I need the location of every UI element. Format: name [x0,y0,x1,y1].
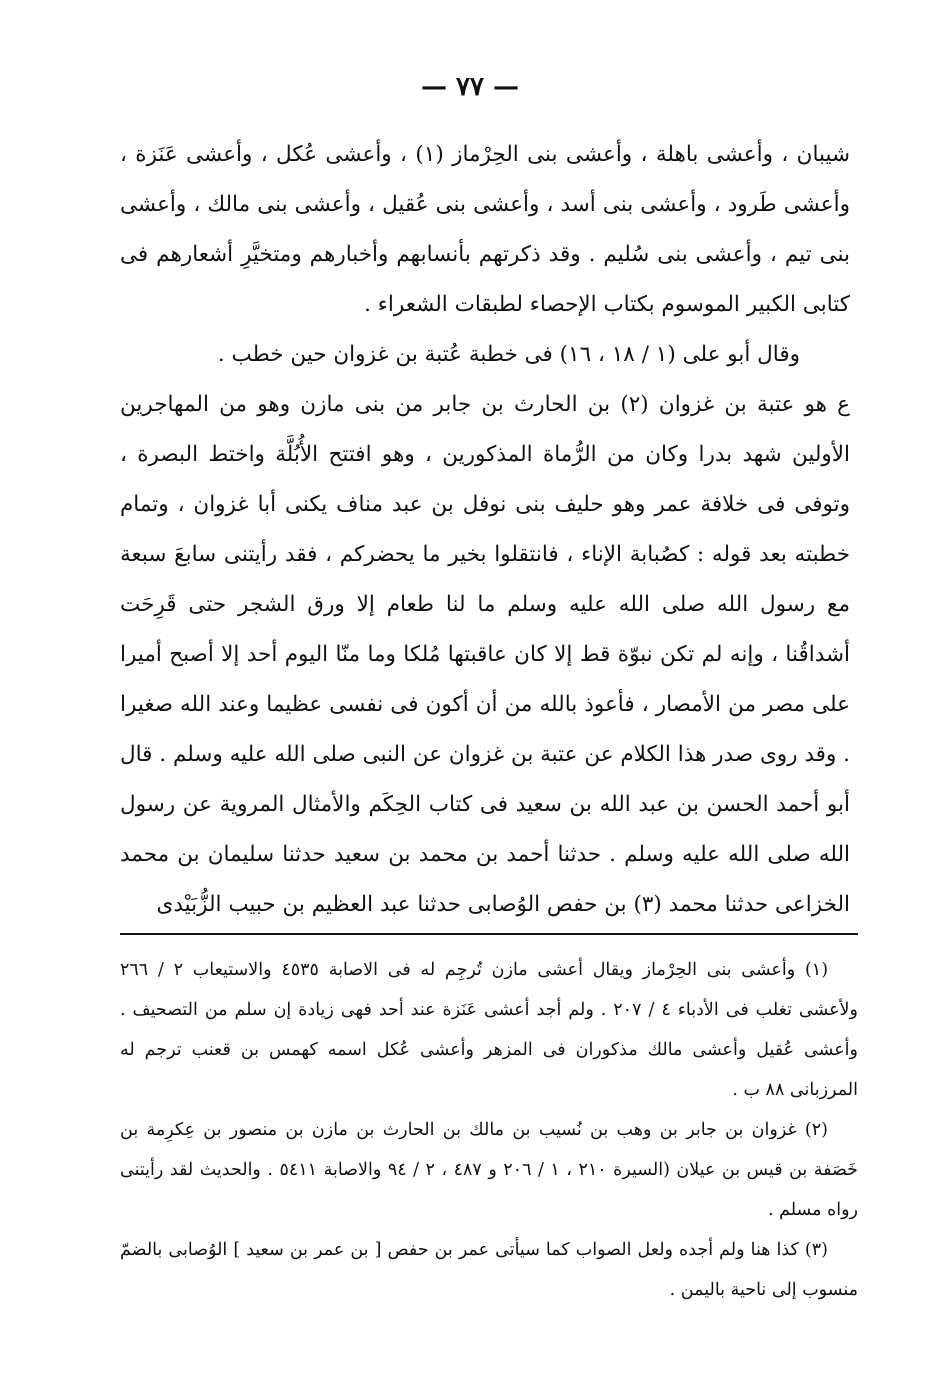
footnote-3: (٣) كذا هنا ولم أجده ولعل الصواب كما سيأتى عمر بن حفص [ بن عمر بن سعيد ] الوُصابى بالضمّ منسوب إلى ناحية باليمن . [120,1240,858,1300]
page-number: — ٧٧ — [420,72,520,102]
paragraph-utba: ع هو عتبة بن غزوان (٢) بن الحارث بن جابر من بنى مازن وهو من المهاجرين الأولين شهد بدرا وكان من الرُّماة المذكورين ، وهو افتتح الأُبُلَّة واختط البصرة ، وتوفى فى خلافة عمر وهو حليف بنى نوفل بن عبد مناف يكنى أبا غزوان ، وتمام خطبته بعد قوله : كصُبابة الإناء ، فانتقلوا بخير ما يحضركم ، فقد رأيتنى سابعَ سبعة مع رسول الله صلى الله عليه وسلم ما لنا طعام إلا ورق الشجر حتى قَرِحَت أشداقُنا ، وإنه لم تكن نبوّة قط إلا كان عاقبتها مُلكا وما منّا اليوم أحد إلا أصبح أميرا على مصر من الأمصار ، فأعوذ بالله من أن أكون فى نفسى عظيما وعند الله صغيرا . وقد روى صدر هذا الكلام عن عتبة بن غزوان عن النبى صلى الله عليه وسلم . قال أبو أحمد الحسن بن عبد الله بن سعيد فى كتاب الحِكَم والأمثال المروية عن رسول الله صلى الله عليه وسلم . حدثنا أحمد بن محمد بن سعيد حدثنا سليمان بن محمد الخزاعى حدثنا محمد (٣) بن حفص الوُصابى حدثنا عبد العظيم بن حبيب الزُّبَيْدى [120,392,851,917]
footnote-divider [120,933,858,935]
paragraph-poets-list: شيبان ، وأعشى باهلة ، وأعشى بنى الحِرْماز (١) ، وأعشى عُكل ، وأعشى عَنَزة ، وأعشى طَرود ، وأعشى بنى أسد ، وأعشى بنى عُقيل ، وأعشى بنى مالك ، وأعشى بنى تيم ، وأعشى بنى سُليم . وقد ذكرتهم بأنسابهم وأخبارهم ومتخيَّرِ أشعارهم فى كتابى الكبير الموسوم بكتاب الإحصاء لطبقات الشعراء . [120,142,851,317]
footnotes [120,950,858,1310]
footnote-2: (٢) غزوان بن جابر بن وهب بن نُسيب بن مالك بن الحارث بن مازن بن منصور بن عِكرِمة بن خَصَفة بن قيس بن عيلان (السيرة ٢١٠ ، ١ / ٢٠٦ و ٤٨٧ ، ٢ / ٩٤ والاصابة ٥٤١١ . والحديث لقد رأيتنى رواه مسلم . [120,1120,858,1220]
footnote-1: (١) وأعشى بنى الحِرْماز ويقال أعشى مازن تُرجِم له فى الاصابة ٤٥٣٥ والاستيعاب ٢ / ٢٦٦ ولأعشى تغلب فى الأدباء ٤ / ٢٠٧ . ولم أجد أعشى عَنَزة عند أحد فهى زيادة إن سلم من التصحيف . وأعشى عُقيل وأعشى مالك مذكوران فى المزهر وأعشى عُكل اسمه كهمس بن قعنب ترجم له المرزبانى ٨٨ ب . [120,960,858,1100]
main-text [120,130,850,930]
paragraph-abu-ali: وقال أبو على (١ / ١٨ ، ١٦) فى خطبة عُتبة بن غزوان حين خطب . [217,342,800,367]
